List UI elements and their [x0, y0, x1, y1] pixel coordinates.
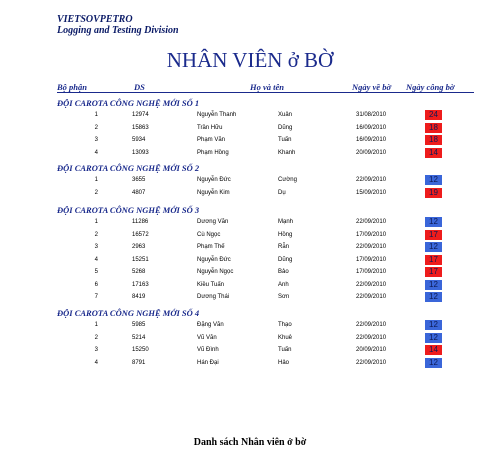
- work-days-badge: 12: [425, 242, 442, 252]
- work-days-badge: 17: [425, 230, 442, 240]
- return-date: 17/09/2010: [356, 231, 387, 238]
- work-days-badge: 12: [425, 333, 442, 343]
- return-date: 31/08/2010: [356, 112, 387, 118]
- table-row: [0, 242, 500, 253]
- given-name: Dụ: [278, 189, 286, 196]
- work-days-badge: 12: [425, 217, 442, 227]
- table-row: [0, 217, 500, 228]
- employee-id: 5985: [132, 322, 146, 328]
- column-header-ds: DS: [134, 82, 145, 92]
- table-row: [0, 280, 500, 291]
- given-name: Dũng: [278, 256, 293, 263]
- family-name: Kiều Tuấn: [197, 281, 225, 288]
- group-title: ĐỘI CAROTA CÔNG NGHỆ MỚI SỐ 2: [57, 163, 200, 173]
- given-name: Dũng: [278, 124, 293, 131]
- return-date: 22/09/2010: [356, 244, 387, 250]
- row-number: 6: [94, 281, 98, 288]
- given-name: Bảo: [278, 269, 289, 275]
- return-date: 17/09/2010: [356, 269, 387, 275]
- family-name: Nguyễn Ngọc: [197, 269, 234, 275]
- family-name: Phạm Văn: [197, 137, 226, 143]
- family-name: Vũ Đình: [197, 347, 219, 353]
- division-name: Logging and Testing Division: [57, 25, 179, 36]
- return-date: 16/09/2010: [356, 137, 387, 143]
- given-name: Cường: [278, 177, 297, 183]
- employee-id: 12974: [132, 112, 149, 118]
- company-name: VIETSOVPETRO: [57, 14, 133, 25]
- row-number: 2: [94, 334, 98, 341]
- table-row: [0, 110, 500, 121]
- work-days-badge: 19: [425, 188, 442, 198]
- return-date: 20/09/2010: [356, 347, 387, 353]
- employee-id: 15251: [132, 256, 149, 263]
- given-name: Sơn: [278, 294, 290, 300]
- employee-id: 3655: [132, 177, 146, 183]
- employee-id: 15250: [132, 347, 149, 353]
- family-name: Nguyễn Đức: [197, 256, 231, 263]
- family-name: Phạm Thế: [197, 244, 225, 250]
- row-number: 2: [94, 124, 98, 131]
- table-row: [0, 188, 500, 199]
- return-date: 22/09/2010: [356, 281, 387, 288]
- table-row: [0, 255, 500, 266]
- table-row: [0, 267, 500, 278]
- table-row: [0, 230, 500, 241]
- employee-id: 5214: [132, 334, 146, 341]
- column-header-name: Họ và tên: [250, 82, 284, 92]
- return-date: 16/09/2010: [356, 124, 387, 131]
- family-name: Nguyễn Đức: [197, 177, 231, 183]
- given-name: Tuấn: [278, 137, 292, 143]
- employee-id: 8791: [132, 359, 146, 366]
- given-name: Tuấn: [278, 347, 292, 353]
- column-header-work-days: Ngày công bờ: [406, 82, 455, 92]
- return-date: 22/09/2010: [356, 334, 387, 341]
- row-number: 1: [94, 322, 98, 328]
- row-number: 3: [94, 137, 98, 143]
- company-block: [57, 14, 179, 36]
- family-name: Vũ Văn: [197, 334, 217, 341]
- family-name: Phạm Hồng: [197, 149, 229, 156]
- return-date: 22/09/2010: [356, 177, 387, 183]
- employee-id: 15863: [132, 124, 149, 131]
- table-row: [0, 123, 500, 134]
- employee-id: 17163: [132, 281, 149, 288]
- table-row: [0, 292, 500, 303]
- employee-id: 4807: [132, 189, 146, 196]
- work-days-badge: 12: [425, 292, 442, 302]
- row-number: 7: [94, 294, 98, 300]
- table-row: [0, 148, 500, 159]
- return-date: 22/09/2010: [356, 322, 387, 328]
- work-days-badge: 17: [425, 255, 442, 265]
- work-days-badge: 24: [425, 110, 442, 120]
- work-days-badge: 12: [425, 280, 442, 290]
- work-days-badge: 17: [425, 267, 442, 277]
- work-days-badge: 18: [425, 123, 442, 133]
- given-name: Rẫn: [278, 244, 290, 250]
- row-number: 1: [94, 177, 98, 183]
- given-name: Mạnh: [278, 219, 294, 225]
- return-date: 17/09/2010: [356, 256, 387, 263]
- work-days-badge: 18: [425, 135, 442, 145]
- given-name: Hảo: [278, 359, 290, 366]
- table-row: [0, 175, 500, 186]
- report-title: NHÂN VIÊN ở BỜ: [166, 48, 334, 72]
- header-divider: [57, 92, 474, 93]
- family-name: Cù Ngọc: [197, 231, 221, 238]
- group-title: ĐỘI CAROTA CÔNG NGHỆ MỚI SỐ 3: [57, 205, 200, 215]
- row-number: 3: [94, 347, 98, 353]
- employee-id: 2963: [132, 244, 146, 250]
- return-date: 15/09/2010: [356, 189, 387, 196]
- row-number: 3: [94, 244, 98, 250]
- given-name: Xuân: [278, 112, 293, 118]
- given-name: Khuê: [278, 334, 293, 341]
- row-number: 5: [94, 269, 98, 275]
- work-days-badge: 12: [425, 175, 442, 185]
- family-name: Dương Thái: [197, 294, 230, 300]
- employee-id: 5268: [132, 269, 146, 275]
- family-name: Nguyễn Kim: [197, 189, 230, 196]
- group-title: ĐỘI CAROTA CÔNG NGHỆ MỚI SỐ 4: [57, 308, 200, 318]
- family-name: Hán Đại: [197, 359, 219, 366]
- employee-id: 8419: [132, 294, 146, 300]
- table-row: [0, 333, 500, 344]
- return-date: 20/09/2010: [356, 149, 387, 156]
- column-header-return-date: Ngày về bờ: [352, 82, 392, 92]
- employee-id: 16572: [132, 231, 149, 238]
- work-days-badge: 14: [425, 148, 442, 158]
- employee-id: 11286: [132, 219, 149, 225]
- given-name: Khanh: [278, 149, 296, 156]
- given-name: Thạo: [278, 322, 292, 328]
- family-name: Nguyễn Thanh: [197, 112, 237, 118]
- return-date: 22/09/2010: [356, 294, 387, 300]
- family-name: Trần Hữu: [197, 124, 223, 131]
- column-header-dept: Bộ phận: [57, 82, 87, 92]
- work-days-badge: 14: [425, 345, 442, 355]
- work-days-badge: 12: [425, 320, 442, 330]
- group-title: ĐỘI CAROTA CÔNG NGHỆ MỚI SỐ 1: [57, 98, 200, 108]
- employee-id: 5934: [132, 137, 146, 143]
- given-name: Anh: [278, 281, 289, 288]
- row-number: 1: [94, 112, 98, 118]
- row-number: 4: [94, 359, 98, 366]
- return-date: 22/09/2010: [356, 219, 387, 225]
- row-number: 2: [94, 189, 98, 196]
- table-row: [0, 320, 500, 331]
- table-row: [0, 358, 500, 369]
- row-number: 1: [94, 219, 98, 225]
- employee-id: 13093: [132, 149, 149, 156]
- return-date: 22/09/2010: [356, 359, 387, 366]
- family-name: Dương Văn: [197, 219, 229, 225]
- table-row: [0, 135, 500, 146]
- work-days-badge: 12: [425, 358, 442, 368]
- family-name: Đặng Văn: [197, 322, 224, 328]
- given-name: Hồng: [278, 231, 293, 238]
- row-number: 2: [94, 231, 98, 238]
- row-number: 4: [94, 149, 98, 156]
- table-row: [0, 345, 500, 356]
- report-footer: Danh sách Nhân viên ở bờ: [193, 437, 307, 448]
- row-number: 4: [94, 256, 98, 263]
